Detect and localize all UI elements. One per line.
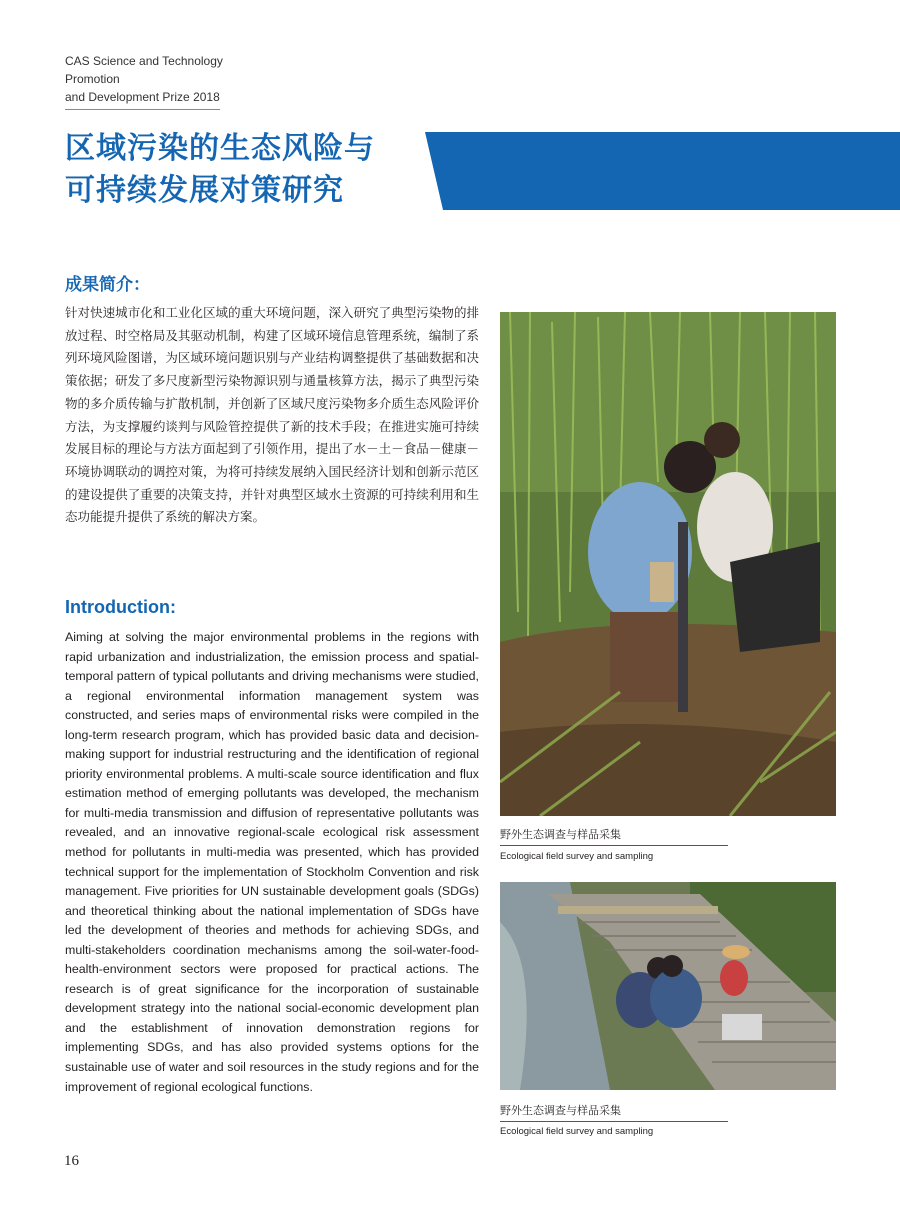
title-line-1: 区域污染的生态风险与 bbox=[65, 131, 375, 166]
figure-1-caption-cn: 野外生态调查与样品采集 bbox=[500, 829, 621, 841]
introduction-heading: Introduction: bbox=[65, 597, 176, 617]
figure-1-caption-rule bbox=[500, 845, 728, 846]
header-line-2: and Development Prize 2018 bbox=[65, 90, 220, 104]
page-title bbox=[65, 128, 375, 212]
title-banner bbox=[425, 132, 900, 210]
summary-heading-cn: 成果简介： bbox=[65, 275, 150, 294]
publication-header bbox=[65, 52, 225, 110]
figure-2-caption-en: Ecological field survey and sampling bbox=[500, 1126, 654, 1137]
title-line-2: 可持续发展对策研究 bbox=[65, 173, 344, 208]
figure-1-caption-en: Ecological field survey and sampling bbox=[500, 851, 654, 862]
field-survey-photo-2 bbox=[500, 882, 836, 1090]
page-number: 16 bbox=[64, 1153, 79, 1169]
figure-2-caption-rule bbox=[500, 1121, 728, 1122]
figure-2-caption-cn: 野外生态调查与样品采集 bbox=[500, 1105, 621, 1117]
summary-body-cn: 针对快速城市化和工业化区域的重大环境问题，深入研究了典型污染物的排放过程、时空格局及其驱动机制，构建了区域环境信息管理系统，编制了系列环境风险图谱，为区域环境问题识别与产业结构调整提供了基础数据和决策依据；研发了多尺度新型污染物源识别与通量核算方法，揭示了典型污染物的多介质传输与扩散机制，并创新了区域尺度污染物多介质生态风险评价方法，为支撑履约谈判与风险管控提供了新的技术手段；在推进实施可持续发展目标的理论与方法方面起到了引领作用，提出了水－土－食品－健康－环境协调联动的调控对策，为将可持续发展纳入国民经济计划和创新示范区的建设提供了重要的决策支持，并针对典型区域水土资源的可持续利用和生态功能提升提供了系统的解决方案。 bbox=[65, 305, 479, 525]
introduction-body: Aiming at solving the major environmental problems in the regions with rapid urbanization and industrialization, the emission process and spatial-temporal pattern of typical pollutants and driving mechanisms were studied, a regional environmental information management system was constructed, and series maps of environmental risks were compiled in the long-term research program, which has provided basic data and decision-making support for industrial restructuring and the identification of regional priority environmental problems. A multi-scale source identification and flux estimation method of emerging pollutants was developed, the mechanism for multi-media transmission and diffusion of representative pollutants was revealed, and an innovative regional-scale ecological risk assessment method for pollutants in multi-media was presented, which has provided technical support for the implementation of Stockholm Convention and risk management. Five priorities for UN sustainable development goals (SDGs) and theoretical thinking about the national implementation of SDGs have led the development of theories and methods for achieving SDGs, and multi-stakeholders coordination mechanisms among the soil-water-food-health-environment sectors were proposed for practical actions. The research is of great significance for the incorporation of sustainable development strategy into the national social-economic development plan and the establishment of innovation demonstration regions for implementing SDGs, and has also provided systems options for the sustainable use of water and soil resources in the study regions and for the improvement of regional ecological functions. bbox=[65, 630, 479, 1094]
header-rule bbox=[65, 109, 220, 110]
header-line-1: CAS Science and Technology Promotion bbox=[65, 54, 223, 86]
field-survey-photo-1 bbox=[500, 312, 836, 816]
